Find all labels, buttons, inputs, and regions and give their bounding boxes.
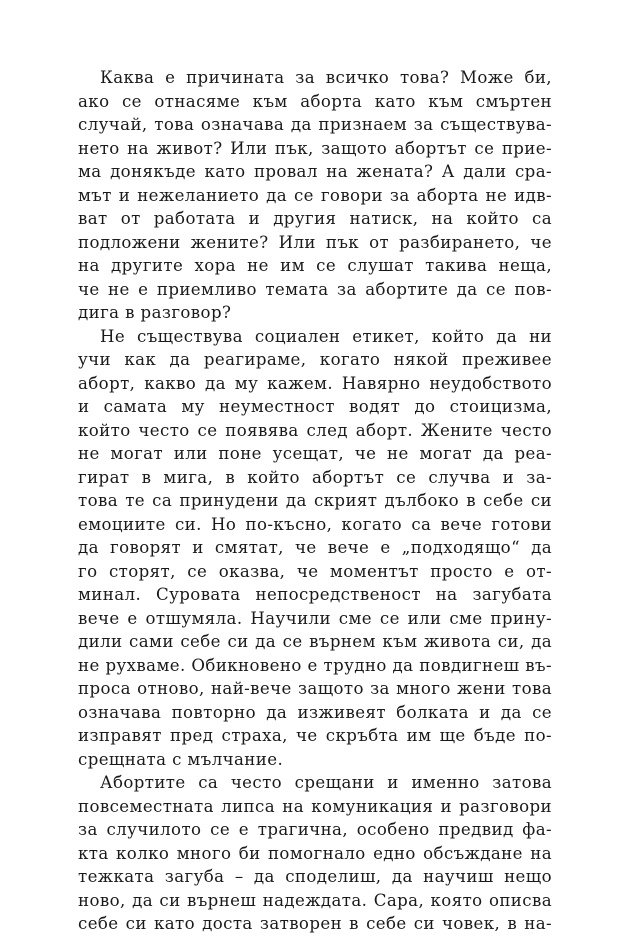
text-line: дига в разговор?: [78, 303, 232, 322]
text-line: го сторят, се оказва, че моментът просто е от-: [78, 561, 552, 581]
text-line: дили сами себе си да се върнем към живота си, да: [78, 632, 552, 651]
text-line: аборт, какво да му кажем. Навярно неудобството: [78, 373, 552, 393]
text-line: случай, това означава да признаем за съществува-: [78, 115, 552, 134]
paragraph: [78, 325, 552, 772]
text-line: повсеместната липса на комуникация и разговори: [78, 796, 552, 816]
text-line: проса отново, най-вече защото за много жени това: [78, 679, 552, 698]
text-line: Каква е причината за всичко това? Може би,: [100, 68, 552, 87]
text-line: ново, да си върнеш надеждата. Сара, която описва: [78, 890, 552, 910]
text-line: ма донякъде като провал на жената? А дали сра-: [78, 162, 552, 181]
text-line: срещната с мълчание.: [78, 749, 284, 769]
text-line: нето на живот? Или пък, защото абортът се прие-: [78, 138, 552, 158]
text-line: подложени жените? Или пък от разбирането, че: [78, 232, 552, 252]
text-line: за случилото се е трагична, особено предвид фа-: [78, 820, 552, 839]
text-line: себе си като доста затворен в себе си човек, в на-: [78, 914, 552, 933]
paragraph: [78, 771, 552, 936]
text-line: мът и нежеланието да се говори за аборта не идв-: [78, 185, 552, 205]
text-line: да говорят и смятат, че вече е „подходящо“ да: [78, 538, 552, 557]
text-line: и самата му неуместност водят до стоицизма,: [78, 397, 552, 416]
text-line: гират в мига, в който абортът се случва и за-: [78, 467, 552, 487]
text-line: емоциите си. Но по-късно, когато са вече готови: [78, 514, 552, 534]
text-line: ако се отнасяме към аборта като към смъртен: [78, 91, 552, 111]
text-line: минал. Суровата непосредственост на загубата: [78, 585, 552, 604]
text-line: това те са принудени да скрият дълбоко в себе си: [78, 491, 552, 510]
text-line: че не е приемливо темата за абортите да се пов-: [78, 279, 552, 299]
text-line: вече е отшумяла. Научили сме се или сме прину-: [78, 608, 552, 628]
paragraph: [78, 66, 552, 325]
text-line: не могат или поне усещат, че не могат да реа-: [78, 444, 552, 463]
text-line: не рухваме. Обикновено е трудно да повдигнеш въ-: [78, 655, 552, 675]
text-line: Не съществува социален етикет, който да ни: [100, 326, 552, 346]
text-line: изправят пред страха, че скръбта им ще бъде по-: [78, 726, 552, 745]
text-line: означава повторно да изживеят болката и да се: [78, 702, 552, 722]
body-text: [78, 66, 552, 936]
text-line: ват от работата и другия натиск, на който са: [78, 209, 552, 228]
text-line: който често се появява след аборт. Жените често: [78, 420, 552, 440]
text-line: на другите хора не им се слушат такива неща,: [78, 256, 552, 275]
text-line: учи как да реагираме, когато някой преживее: [78, 350, 552, 369]
text-line: тежката загуба – да споделиш, да научиш нещо: [78, 867, 552, 886]
text-line: Абортите са често срещани и именно затова: [100, 773, 552, 792]
text-line: кта колко много би помогнало едно обсъждане на: [78, 843, 552, 863]
